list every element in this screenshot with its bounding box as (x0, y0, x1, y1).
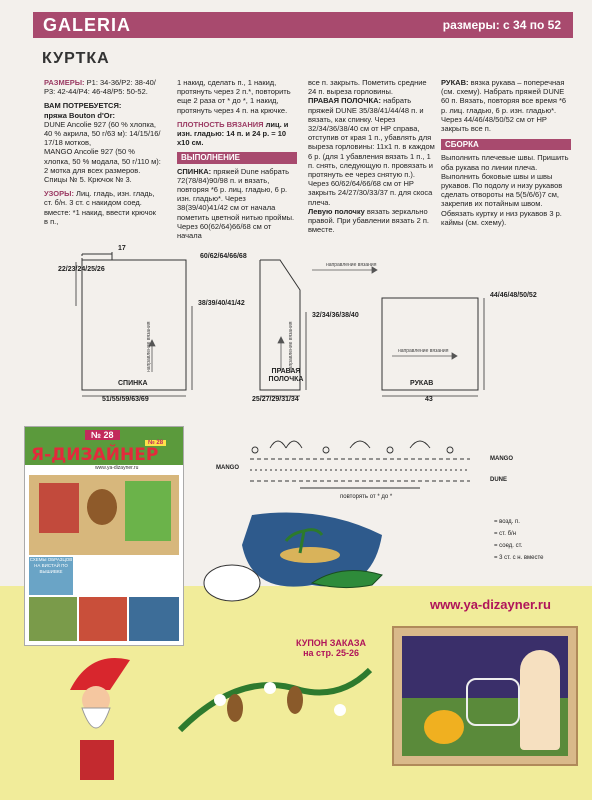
sleeve-bottom-dim: 43 (425, 396, 433, 403)
fan-motif-3 (410, 441, 430, 448)
chart-dune: DUNE (490, 477, 508, 483)
needles-text: Спицы № 5. Крючок № 3. (44, 175, 132, 185)
elephant-crocodile-illustration (192, 505, 402, 615)
sleeve-shape (382, 298, 478, 390)
back-arrow-label: направление вязания (146, 321, 152, 372)
cover-caption: СХЕМЫ ОБРАЗЦОВ НА ВИСТАЙ ПО ВЫШИВКЕ (29, 557, 73, 595)
front-name: ПРАВАЯ ПОЛОЧКА (268, 368, 304, 383)
direction-arrows (149, 267, 457, 372)
front-bottom-dim: 25/27/29/31/34 (252, 396, 299, 403)
back-bottom-dim: 51/55/59/63/69 (102, 396, 149, 403)
bird-icon-2 (287, 686, 303, 714)
gnome-hat (70, 658, 130, 690)
carriage-picture (392, 626, 578, 766)
chart-mango-right: MANGO (490, 456, 513, 462)
blossom-3 (334, 704, 346, 716)
fan-motif-1 (270, 441, 302, 448)
island-sand (280, 547, 340, 563)
magazine-title: Я-ДИЗАЙНЕР (31, 445, 159, 465)
work-section-title: ВЫПОЛНЕНИЕ (177, 152, 297, 163)
patterns-label: УЗОРЫ: (44, 189, 74, 199)
chart-mango-left: MANGO (216, 465, 239, 471)
bird-icon-1 (227, 694, 243, 722)
picot-2 (323, 447, 329, 453)
cover-frame (125, 481, 171, 541)
website-link[interactable]: www.ya-dizayner.ru (430, 597, 551, 612)
yarn-dune: DUNE Ancolie 927 (60 % хлопка, 40 % акрила, 50 г/63 м): 14/15/16/ 17/18 мотков, (44, 119, 161, 148)
branch-shape (180, 670, 370, 730)
sizes-label: РАЗМЕРЫ: (44, 78, 85, 87)
column-1 (44, 78, 162, 226)
issue-badge-small: № 28 (145, 440, 166, 446)
princess-icon (520, 650, 560, 750)
front-top-dim: 60/62/64/66/68 (200, 253, 247, 260)
blossom-2 (264, 682, 276, 694)
back-text: пряжей Dune набрать 72(78/84)90/98 п. и вязать, повторяя *6 р. лиц. гладью, 6 р. изн. гладью*. Через 38(39/40)41/42 см от начала пометить цветной нитью проймы. Через 60(62/64)66/68 см от начала (177, 166, 295, 241)
sleeve-arrow-label-2: направление вязания (398, 348, 449, 354)
back-name: СПИНКА (118, 380, 148, 387)
picot-1 (252, 447, 258, 453)
patterns-text: Лиц. гладь, изн. гладь, ст. б/н. 3 ст. с накидом соед. вместе: *1 накид, ввести крючок в п., (44, 189, 156, 226)
sleeve-label: РУКАВ: (441, 78, 469, 87)
issue-badge: № 28 (85, 430, 120, 440)
sleeve-right-dim: 44/46/48/50/52 (490, 292, 537, 299)
cover-photo (29, 475, 179, 555)
blossom-1 (214, 694, 226, 706)
legend-chain: = возд. п. (494, 519, 520, 525)
back-label: СПИНКА: (177, 166, 212, 176)
yarn-brand: пряжа Bouton d'Or: (44, 110, 115, 120)
legend-slip: = соед. ст. (494, 543, 523, 549)
neck-text: все п. закрыть. Пометить средние 24 п. выреза горловины. (308, 78, 427, 97)
gnome-illustration (40, 650, 160, 790)
magazine-cover[interactable] (24, 426, 184, 646)
elephant-icon (204, 565, 260, 601)
column-4 (441, 78, 571, 227)
back-left-dim: 22/23/24/25/26 (58, 266, 105, 273)
gnome-body (80, 740, 114, 780)
carriage-icon (466, 678, 520, 726)
assembly-section-title: СБОРКА (441, 139, 571, 150)
size-range: размеры: с 34 по 52 (442, 18, 561, 32)
gnome-beard (82, 708, 110, 728)
cover-tile-2 (79, 597, 127, 641)
sizes-text: Р1: 34-36/Р2: 38-40/ Р3: 42-44/Р4: 46-48/Р5: 50-52. (44, 78, 156, 97)
pattern-diagrams (0, 250, 592, 410)
stitch-text: 1 накид, сделать п., 1 накид, протянуть через 2 п.*, повторить еще 2 раза от * до *, 1 накид, протянуть через 4 п. на крючке. (177, 78, 291, 115)
legend-sc: = ст. б/н (494, 531, 517, 537)
chart-repeat-note: повторять от * до * (340, 494, 393, 500)
crochet-chart (240, 430, 500, 500)
front-right-dim: 32/34/36/38/40 (312, 312, 359, 319)
picot-4 (447, 447, 453, 453)
legend-3dc: = 3 ст. с н. вместе (494, 555, 544, 561)
cover-tile-3 (129, 597, 179, 641)
birds-branch-illustration (160, 640, 390, 790)
front-label: ПРАВАЯ ПОЛОЧКА: (308, 96, 381, 106)
density-text: лиц. и изн. гладью: 14 п. и 24 р. = 10 х10 см. (177, 119, 289, 148)
assembly-text: Выполнить плечевые швы. Пришить оба рукава по линии плеча. Выполнить боковые швы и швы рукавов. По подолу и низу рукавов сделать отвороты на 5(5/6/6)7 см, закрепив их потайным швом. Обвязать куртку и низ рукавов 3 р. каймы (см. схему). (441, 153, 569, 227)
sleeve-name: РУКАВ (410, 380, 434, 387)
front-text: набрать пряжей DUNE 35/38/41/44/48 п. и вязать, как спинку. Через 32/34/36/38/40 см от НР справа, отступив от края 1 п., убавлять для выреза горловины: 11х1 п. в каждом 6 р. (для 1 убавления вязать 1 п., 1 п. снять, следующую п. провязать и протянуть ее через снятую п.). Через 60/62/64/66/68 см от НР закрыть 24/27/30/33/37 п. для скоса плеча. (308, 96, 435, 207)
column-2 (177, 78, 297, 240)
picot-3 (387, 447, 393, 453)
sleeve-text: вязка рукава – поперечная (см. схему). Набрать пряжей DUNE 60 п. Вязать, повторяя все время *6 р. лиц. гладью, 6 р. изн. гладью*. Через 44/46/48/50/52 см от НР закрыть все п. (441, 78, 567, 134)
magazine-url: www.ya-dizayner.ru (95, 465, 139, 471)
density-label: ПЛОТНОСТЬ ВЯЗАНИЯ (177, 119, 264, 129)
fan-motif-2 (350, 441, 370, 448)
front-arrow-label: направление вязания (288, 321, 294, 372)
left-front-text: вязать зеркально правой. При убавлении вязать 2 п. вместе. (308, 206, 429, 235)
yarn-mango: MANGO Ancolie 927 (50 % хлопка, 50 % модала, 50 г/110 м): 2 мотка для всех размеров. (44, 147, 161, 175)
back-top-dim: 17 (118, 245, 126, 252)
pumpkin-icon (424, 710, 464, 744)
cover-card-1 (39, 483, 79, 533)
coupon-title: КУПОН ЗАКАЗА (296, 638, 367, 648)
cover-tile-1 (29, 597, 77, 641)
brand-title: GALERIA (43, 15, 131, 35)
coupon-page: на стр. 25-26 (303, 648, 359, 658)
cover-bear (87, 489, 117, 525)
column-3 (308, 78, 435, 234)
chart-legend (494, 516, 544, 564)
left-front-label: Левую полочку (308, 206, 365, 216)
need-label: ВАМ ПОТРЕБУЕТСЯ: (44, 101, 122, 111)
header-bar (33, 12, 573, 38)
back-right-dim: 38/39/40/41/42 (198, 300, 245, 307)
sleeve-arrow-label-1: направление вязания (326, 262, 377, 268)
page-title: КУРТКА (42, 50, 110, 67)
